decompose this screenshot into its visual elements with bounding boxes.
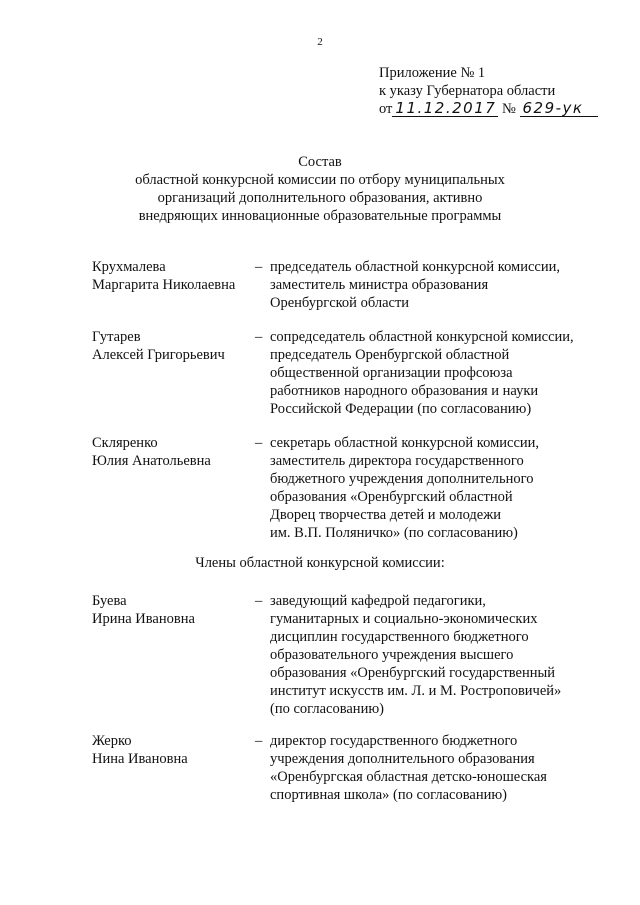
role-line: институт искусств им. Л. и М. Ростроповичей»: [270, 683, 562, 699]
member-surname: Жерко: [92, 733, 132, 749]
role-line: образования «Оренбургский областной: [270, 489, 513, 505]
member-surname: Крухмалева: [92, 259, 166, 275]
member-given-name: Юлия Анатольевна: [92, 453, 211, 469]
role-line: образовательного учреждения высшего: [270, 647, 514, 663]
from-label: от: [379, 101, 393, 117]
appendix-decree-reference: к указу Губернатора области: [379, 83, 556, 99]
member-dash: –: [255, 733, 263, 749]
member-role: [270, 434, 539, 542]
role-line: спортивная школа» (по согласованию): [270, 787, 508, 803]
role-line: директор государственного бюджетного: [270, 733, 518, 749]
appendix-title: Приложение № 1: [379, 65, 486, 81]
page-number: 2: [317, 36, 323, 48]
member-name: [92, 328, 225, 364]
member-given-name: Алексей Григорьевич: [92, 347, 225, 363]
member-given-name: Ирина Ивановна: [92, 611, 195, 627]
member-given-name: Маргарита Николаевна: [92, 277, 236, 293]
role-line: «Оренбургская областная детско-юношеская: [270, 769, 547, 785]
role-line: Оренбургской области: [270, 295, 410, 311]
member-dash: –: [255, 435, 263, 451]
number-label: №: [502, 101, 516, 117]
member-name: [92, 592, 195, 628]
role-line: учреждения дополнительного образования: [270, 751, 535, 767]
title-line: Состав: [298, 154, 342, 170]
role-line: образования «Оренбургский государственный: [270, 665, 556, 681]
role-line: Дворец творчества детей и молодежи: [270, 507, 502, 523]
member-surname: Скляренко: [92, 435, 158, 451]
role-line: гуманитарных и социально-экономических: [270, 611, 538, 627]
member-role: [270, 592, 561, 718]
title-line: организаций дополнительного образования, активно: [157, 190, 483, 206]
role-line: заведующий кафедрой педагогики,: [270, 593, 486, 609]
member-name: [92, 434, 211, 470]
member-dash: –: [255, 329, 263, 345]
title-line: областной конкурсной комиссии по отбору муниципальных: [135, 172, 505, 188]
handwritten-date: 11.12.2017: [392, 101, 498, 117]
role-line: заместитель директора государственного: [270, 453, 524, 469]
member-dash: –: [255, 259, 263, 275]
member-role: [270, 328, 574, 418]
member-role: [270, 732, 547, 804]
role-line: председатель областной конкурсной комиссии,: [270, 259, 560, 275]
document-title: [0, 153, 640, 225]
member-name: [92, 732, 188, 768]
role-line: председатель Оренбургской областной: [270, 347, 510, 363]
title-line: внедряющих инновационные образовательные программы: [138, 208, 502, 224]
appendix-header: [379, 64, 598, 118]
role-line: им. В.П. Поляничко» (по согласованию): [270, 525, 518, 541]
member-dash: –: [255, 593, 263, 609]
member-given-name: Нина Ивановна: [92, 751, 188, 767]
role-line: Российской Федерации (по согласованию): [270, 401, 532, 417]
member-role: [270, 258, 560, 312]
role-line: дисциплин государственного бюджетного: [270, 629, 529, 645]
handwritten-number: 629-ук: [520, 101, 598, 117]
role-line: работников народного образования и науки: [270, 383, 539, 399]
role-line: общественной организации профсоюза: [270, 365, 513, 381]
member-name: [92, 258, 235, 294]
role-line: сопредседатель областной конкурсной комиссии,: [270, 329, 574, 345]
role-line: заместитель министра образования: [270, 277, 489, 293]
member-surname: Гутарев: [92, 329, 141, 345]
role-line: бюджетного учреждения дополнительного: [270, 471, 534, 487]
role-line: (по согласованию): [270, 701, 384, 717]
members-heading: Члены областной конкурсной комиссии:: [195, 555, 445, 571]
member-surname: Буева: [92, 593, 127, 609]
role-line: секретарь областной конкурсной комиссии,: [270, 435, 540, 451]
appendix-date-number-line: [379, 100, 598, 118]
